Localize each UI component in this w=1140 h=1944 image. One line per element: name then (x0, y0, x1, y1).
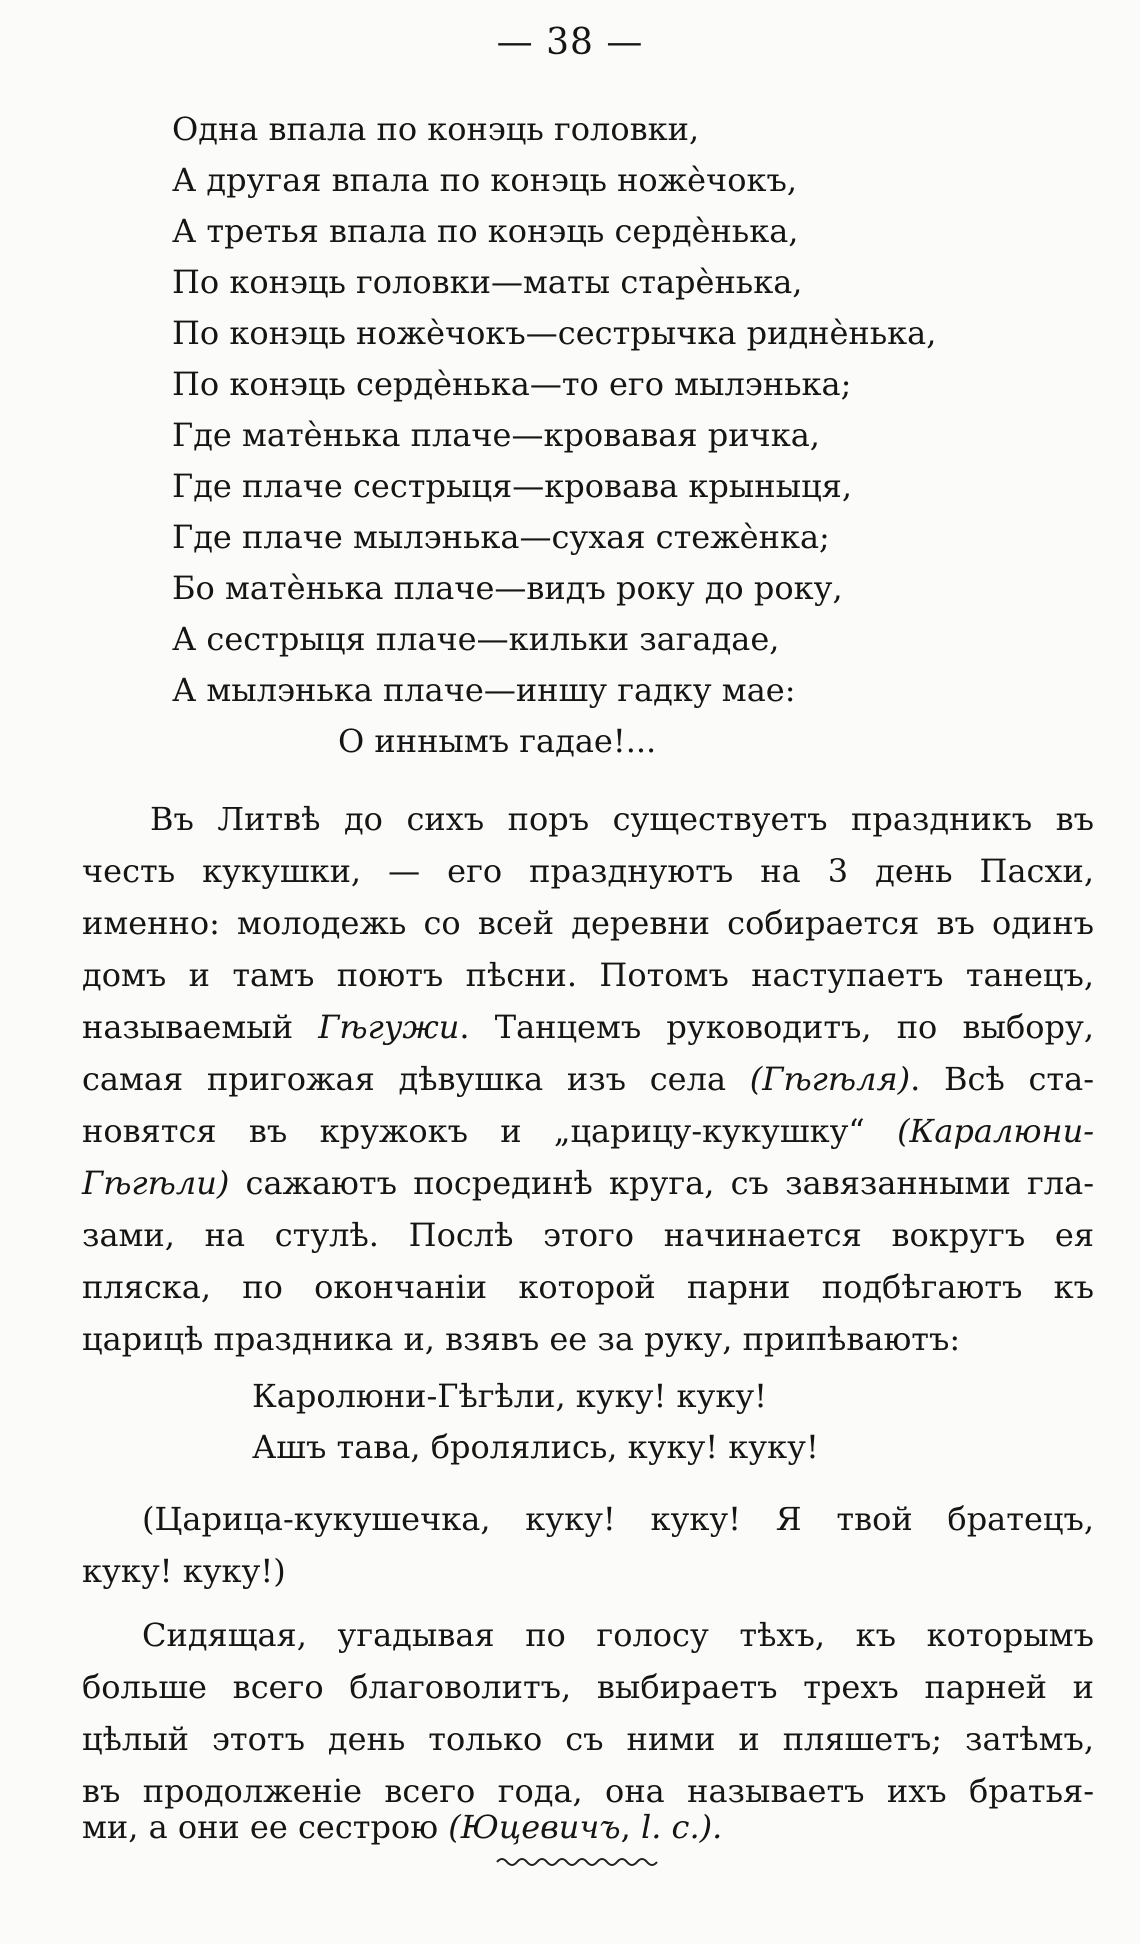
italic-citation-author: (Юцевичъ (448, 1808, 621, 1846)
paragraph-line (82, 1008, 1094, 1046)
paragraph-line: домъ и тамъ поютъ пѣсни. Потомъ наступаетъ танецъ, (82, 956, 1094, 994)
paragraph-line: Сидящая, угадывая по голосу тѣхъ, къ которымъ (142, 1616, 1094, 1654)
poem-line: Где плаче мылэнька—сухая стежѐнка; (172, 518, 830, 556)
paragraph-line: пляска, по окончаніи которой парни подбѣгаютъ къ (82, 1268, 1094, 1306)
paragraph-line: Въ Литвѣ до сихъ поръ существуетъ праздникъ въ (150, 800, 1094, 838)
paragraph-line: именно: молодежь со всей деревни собирается въ одинъ (82, 904, 1094, 942)
poem-line: Где матѐнька плаче—кровавая ричка, (172, 416, 820, 454)
poem-line: А другая впала по конэць ножѐчокъ, (172, 161, 797, 199)
italic-term-karalyuni: (Каралюни- (897, 1112, 1094, 1150)
translation-line: куку! куку!) (82, 1552, 286, 1590)
paragraph-line (82, 1060, 1094, 1098)
italic-term-gegeli: Гѣгѣли) (82, 1164, 230, 1202)
song-line: Каролюни-Гѣгѣли, куку! куку! (252, 1377, 767, 1415)
italic-term-geguzhi: Гѣгужи (318, 1008, 460, 1046)
text-span: ми, а они ее сестрою (82, 1808, 449, 1846)
text-span: . Всѣ ста- (910, 1060, 1095, 1098)
text-span: называемый (82, 1008, 319, 1046)
poem-line: Одна впала по конэць головки, (172, 110, 700, 148)
translation-line: (Царица-кукушечка, куку! куку! Я твой братецъ, (142, 1500, 1094, 1538)
paragraph-line: зами, на стулѣ. Послѣ этого начинается вокругъ ея (82, 1216, 1094, 1254)
text-span: . Танцемъ руководитъ, по выбору, (459, 1008, 1095, 1046)
song-line: Ашъ тава, бролялись, куку! куку! (252, 1428, 819, 1466)
paragraph-line: больше всего благоволитъ, выбираетъ трехъ парней и (82, 1668, 1094, 1706)
poem-line: По конэць ножѐчокъ—сестрычка риднѐнька, (172, 314, 937, 352)
poem-line: Где плаче сестрыця—кровава крыныця, (172, 467, 852, 505)
text-span: самая пригожая дѣвушка изъ села (82, 1060, 750, 1098)
poem-line: По конэць сердѐнька—то его мылэнька; (172, 365, 852, 403)
paragraph-line: въ продолженіе всего года, она называетъ ихъ братья- (82, 1772, 1094, 1810)
paragraph-line: царицѣ праздника и, взявъ ее за руку, припѣваютъ: (82, 1320, 961, 1358)
paragraph-line: честь кукушки, — его празднуютъ на 3 день Пасхи, (82, 852, 1094, 890)
paragraph-line (82, 1808, 1094, 1846)
poem-line: А сестрыця плаче—кильки загадае, (172, 620, 780, 658)
italic-term-gegelya: (Гѣгѣля) (749, 1060, 911, 1098)
poem-line: По конэць головки—маты старѐнька, (172, 263, 803, 301)
text-span: сажаютъ посрединѣ круга, съ завязанными гла- (229, 1164, 1094, 1202)
poem-line: Бо матѐнька плаче—видъ року до року, (172, 569, 843, 607)
paragraph-line (82, 1112, 1094, 1150)
text-span: , (620, 1808, 641, 1846)
italic-citation-loc: l. c.). (640, 1808, 723, 1846)
poem-line: А мылэнька плаче—иншу гадку мае: (172, 671, 796, 709)
text-span: новятся въ кружокъ и „царицу-кукушку“ (82, 1112, 898, 1150)
wavy-divider-ornament (495, 1855, 665, 1869)
paragraph-line: цѣлый этотъ день только съ ними и пляшетъ; затѣмъ, (82, 1720, 1094, 1758)
paragraph-line (82, 1164, 1094, 1202)
poem-last-line: О иннымъ гадае!... (338, 722, 657, 760)
page-number: — 38 — (496, 22, 644, 63)
poem-line: А третья впала по конэць сердѐнька, (172, 212, 799, 250)
